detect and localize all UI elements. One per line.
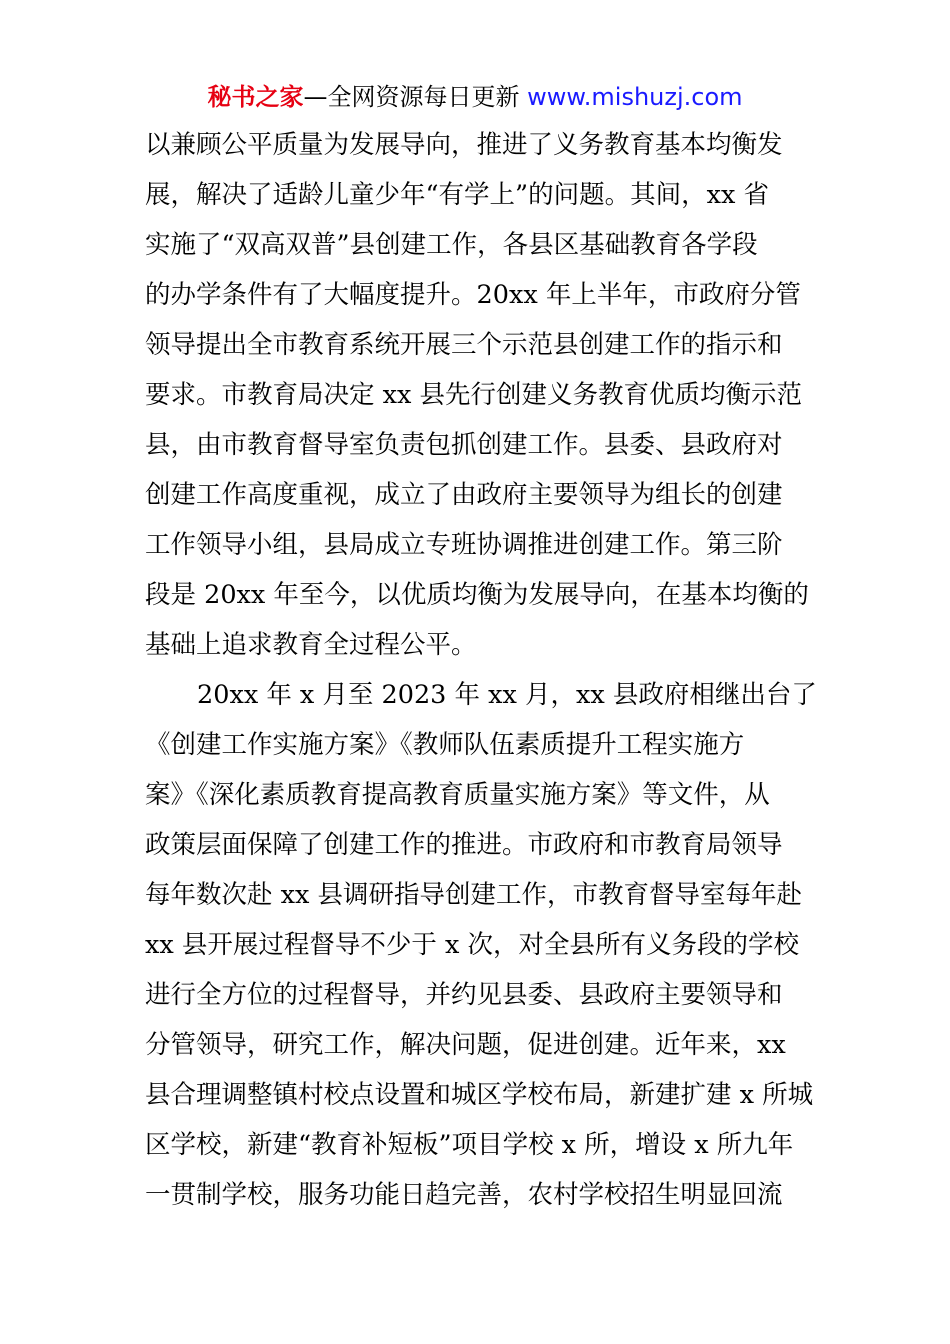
paragraph-2	[145, 670, 817, 1220]
text-line: 20xx 年 x 月至 2023 年 xx 月，xx 县政府相继出台了	[197, 680, 817, 710]
page-header	[0, 80, 950, 114]
text-line: 县合理调整镇村校点设置和城区学校布局，新建扩建 x 所城	[145, 1080, 814, 1110]
text-line: 分管领导，研究工作，解决问题，促进创建。近年来，xx	[145, 1030, 786, 1060]
text-line: 《创建工作实施方案》《教师队伍素质提升工程实施方	[145, 730, 745, 760]
text-line: 县，由市教育督导室负责包抓创建工作。县委、县政府对	[145, 430, 783, 460]
text-line: 政策层面保障了创建工作的推进。市政府和市教育局领导	[145, 830, 783, 860]
text-line: 每年数次赴 xx 县调研指导创建工作，市教育督导室每年赴	[145, 880, 802, 910]
brand-name: 秘书之家	[207, 83, 304, 111]
document-body	[145, 120, 817, 1220]
text-line: 工作领导小组，县局成立专班协调推进创建工作。第三阶	[145, 530, 783, 560]
text-line: 一贯制学校，服务功能日趋完善，农村学校招生明显回流	[145, 1180, 783, 1210]
text-line: 以兼顾公平质量为发展导向，推进了义务教育基本均衡发	[145, 130, 783, 160]
text-line: xx 县开展过程督导不少于 x 次，对全县所有义务段的学校	[145, 930, 799, 960]
paragraph-1	[145, 120, 810, 670]
text-line: 要求。市教育局决定 xx 县先行创建义务教育优质均衡示范	[145, 380, 802, 410]
text-line: 基础上追求教育全过程公平。	[145, 630, 477, 660]
website-link[interactable]: www.mishuzj.com	[527, 83, 743, 111]
text-line: 展，解决了适龄儿童少年“有学上”的问题。其间，xx 省	[145, 180, 769, 210]
text-line: 区学校，新建“教育补短板”项目学校 x 所，增设 x 所九年	[145, 1130, 794, 1160]
text-line: 实施了“双高双普”县创建工作，各县区基础教育各学段	[145, 230, 758, 260]
text-line: 领导提出全市教育系统开展三个示范县创建工作的指示和	[145, 330, 783, 360]
text-line: 的办学条件有了大幅度提升。20xx 年上半年，市政府分管	[145, 280, 801, 310]
text-line: 创建工作高度重视，成立了由政府主要领导为组长的创建	[145, 480, 783, 510]
text-line: 进行全方位的过程督导，并约见县委、县政府主要领导和	[145, 980, 783, 1010]
text-line: 案》《深化素质教育提高教育质量实施方案》等文件，从	[145, 780, 770, 810]
header-tagline: —全网资源每日更新	[303, 83, 520, 111]
text-line: 段是 20xx 年至今，以优质均衡为发展导向，在基本均衡的	[145, 580, 809, 610]
